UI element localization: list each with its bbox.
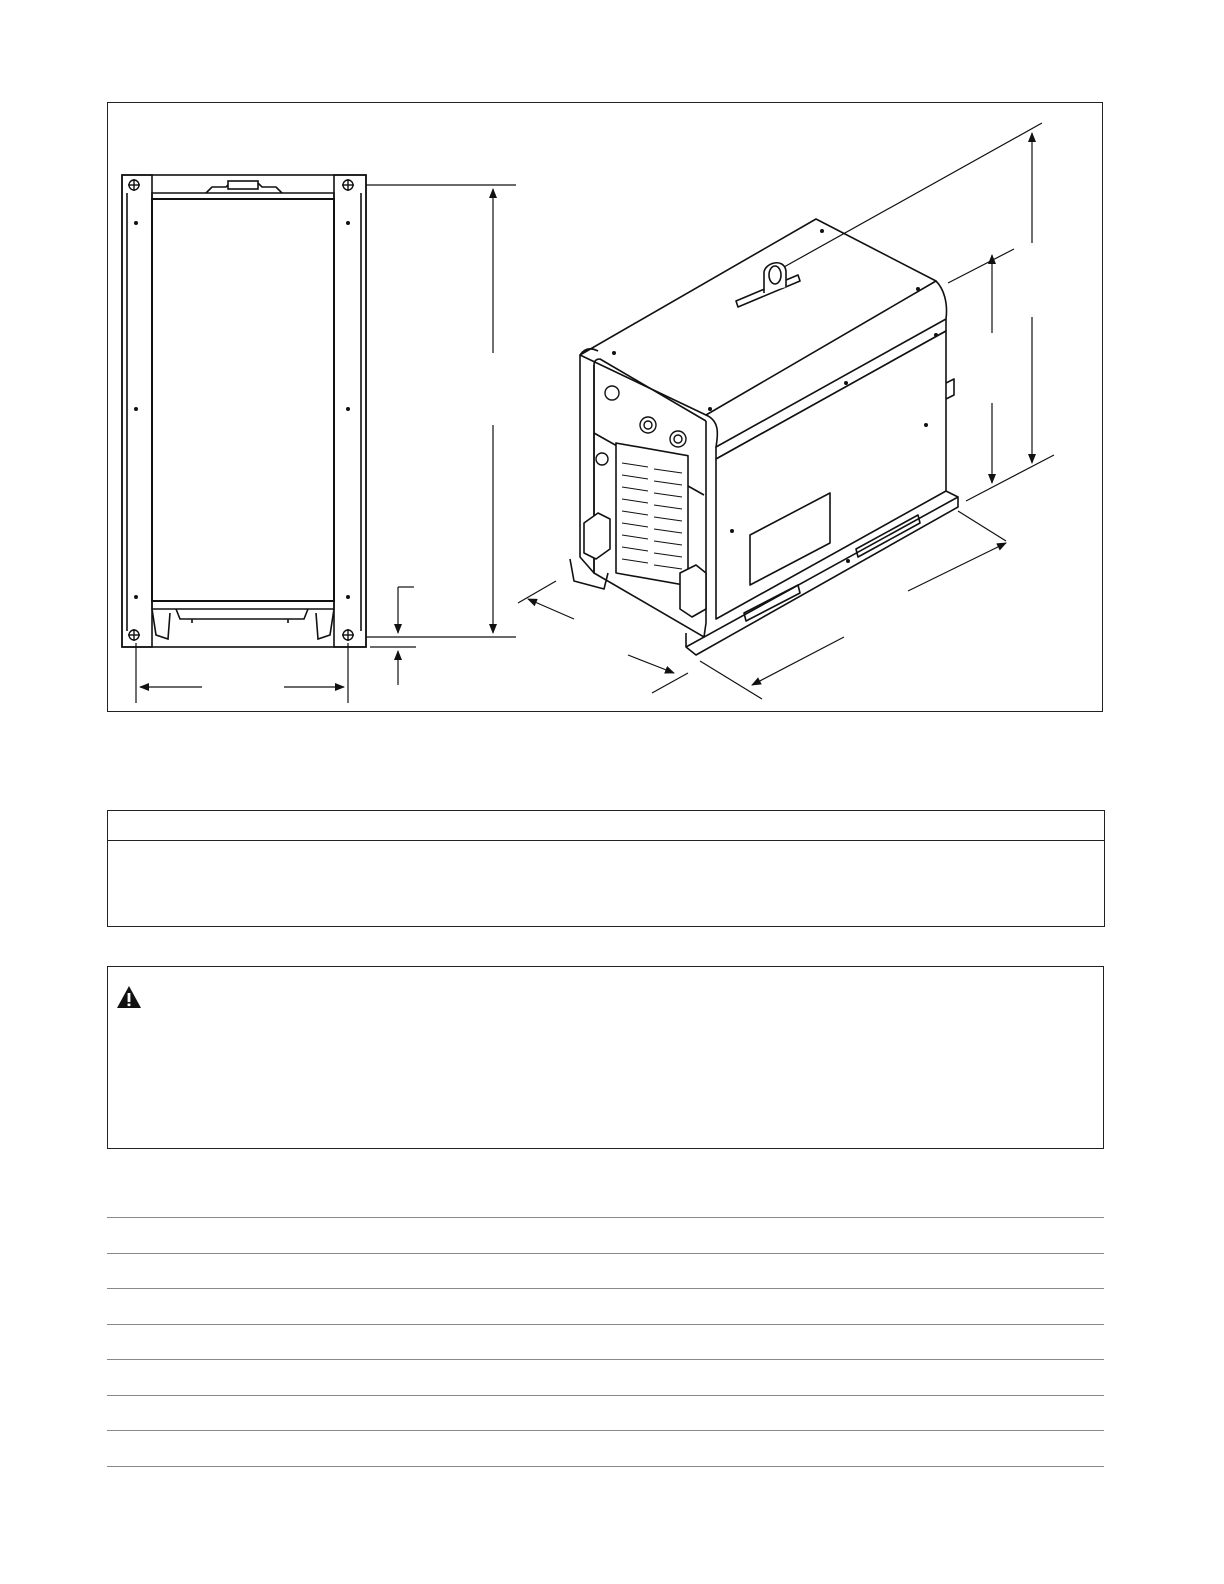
ruled-line bbox=[107, 1288, 1104, 1289]
specs-table-header bbox=[108, 811, 1104, 841]
ruled-line bbox=[107, 1466, 1104, 1467]
isometric-dimensions bbox=[518, 123, 1054, 699]
ruled-line bbox=[107, 1253, 1104, 1254]
ruled-line bbox=[107, 1430, 1104, 1431]
ruled-line bbox=[107, 1359, 1104, 1360]
isometric-view bbox=[570, 219, 958, 655]
ruled-line bbox=[107, 1217, 1104, 1218]
figure-drawing bbox=[108, 103, 1104, 713]
warning-triangle-icon bbox=[116, 985, 142, 1009]
dimension-figure bbox=[107, 102, 1103, 712]
top-view bbox=[122, 175, 366, 647]
ruled-line bbox=[107, 1324, 1104, 1325]
specs-table bbox=[107, 810, 1105, 927]
ruled-line bbox=[107, 1395, 1104, 1396]
warning-box bbox=[107, 966, 1104, 1149]
